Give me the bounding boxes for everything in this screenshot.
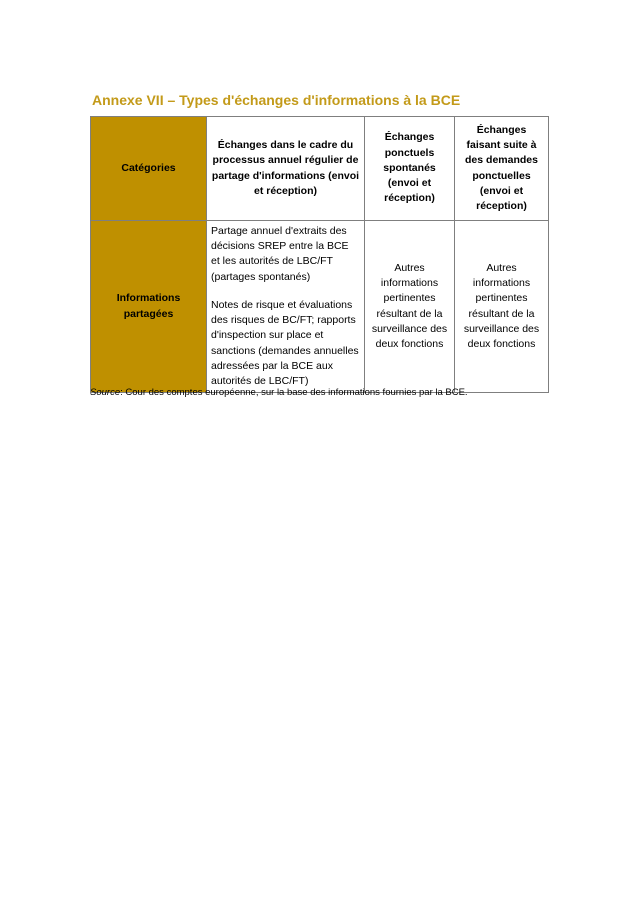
row-label-informations: Informations partagées [91,221,207,393]
page-title: Annexe VII – Types d'échanges d'informations à la BCE [92,92,461,108]
cell-annual-content [207,221,365,393]
source-text: : Cour des comptes européenne, sur la base des informations fournies par la BCE. [120,387,468,398]
table-header-row [91,117,549,221]
cell-request-content: Autres informations pertinentes résultant de la surveillance des deux fonctions [455,221,549,393]
header-request-exchanges: Échanges faisant suite à des demandes ponctuelles (envoi et réception) [455,117,549,221]
header-annual-exchanges: Échanges dans le cadre du processus annuel régulier de partage d'informations (envoi et réception) [207,117,365,221]
source-note [90,387,468,398]
cell-annual-paragraph-2: Notes de risque et évaluations des risques de BC/FT; rapports d'inspection sur place et sanctions (demandes annuelles adressées par la BCE aux autorités de LBC/FT) [211,298,359,387]
cell-spontaneous-content: Autres informations pertinentes résultant de la surveillance des deux fonctions [365,221,455,393]
table-row [91,221,549,393]
source-label: Source [90,387,121,398]
header-spontaneous-exchanges: Échanges ponctuels spontanés (envoi et réception) [365,117,455,221]
exchange-types-table [90,116,549,393]
header-categories: Catégories [91,117,207,221]
cell-annual-paragraph-1: Partage annuel d'extraits des décisions SREP entre la BCE et les autorités de LBC/FT (partages spontanés) [211,225,349,283]
